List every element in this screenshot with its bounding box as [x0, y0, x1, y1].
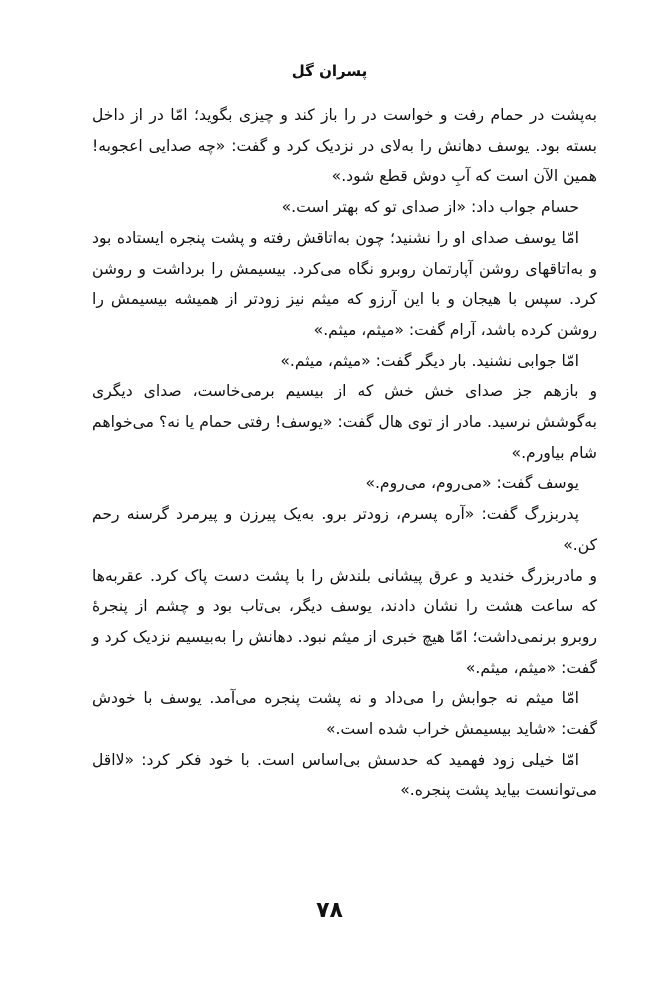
paragraph: امّا جوابی نشنید. بار دیگر گفت: «میثم، میثم.»	[280, 351, 579, 370]
paragraph: حسام جواب داد: «از صدای تو که بهتر است.»	[281, 198, 579, 217]
running-header-title: پسران گل	[291, 62, 368, 80]
paragraph: و بازهم جز صدای خش خش که از بیسیم برمی‌خاست، صدای دیگری به‌گوشش نرسید. مادر از توی هال گفت: «یوسف! رفتی حمام یا نه؟ می‌خواهم شام بیاورم.»	[92, 382, 597, 462]
paragraph: امّا یوسف صدای او را نشنید؛ چون به‌اتاقش رفته و پشت پنجره ایستاده بود و به‌اتاقهای روشن آپارتمان روبرو نگاه می‌کرد. بیسیمش را برداشت و روشن کرد. سپس با هیجان و با این آرزو که میثم نیز زودتر از همیشه بیسیمش را روشن کرده باشد، آرام گفت: «میثم، میثم.»	[92, 228, 597, 339]
paragraph: پدربزرگ گفت: «آره پسرم، زودتر برو. به‌یک پیرزن و پیرمرد گرسنه رحم کن.»	[92, 505, 597, 554]
paragraph: امّا خیلی زود فهمید که حدسش بی‌اساس است. با خود فکر کرد: «لااقل می‌توانست بیاید پشت پنجره.»	[92, 750, 597, 800]
paragraph: به‌پشت در حمام رفت و خواست در را باز کند و چیزی بگوید؛ امّا در از داخل بسته بود. یوسف دهانش را به‌لای در نزدیک کرد و گفت: «چه صدایی اعجوبه! همین الآن است که آبِ دوش قطع شود.»	[92, 106, 597, 186]
paragraph: یوسف گفت: «می‌روم، می‌روم.»	[365, 474, 579, 493]
page-number: ۷۸	[316, 898, 343, 923]
body-text	[92, 100, 597, 806]
paragraph: و مادربزرگ خندید و عرق پیشانی بلندش را با پشت دست پاک کرد. عقربه‌ها که ساعت هشت را نشان دادند، یوسف دیگر، بی‌تاب بود و چشم از پنجرۀ روبرو برنمی‌داشت؛ امّا هیچ خبری از میثم نبود. دهانش را به‌بیسیم نزدیک کرد و گفت: «میثم، میثم.»	[92, 566, 597, 677]
paragraph: امّا میثم نه جوابش را می‌داد و نه پشت پنجره می‌آمد. یوسف با خودش گفت: «شاید بیسیمش خراب شده است.»	[92, 689, 597, 739]
